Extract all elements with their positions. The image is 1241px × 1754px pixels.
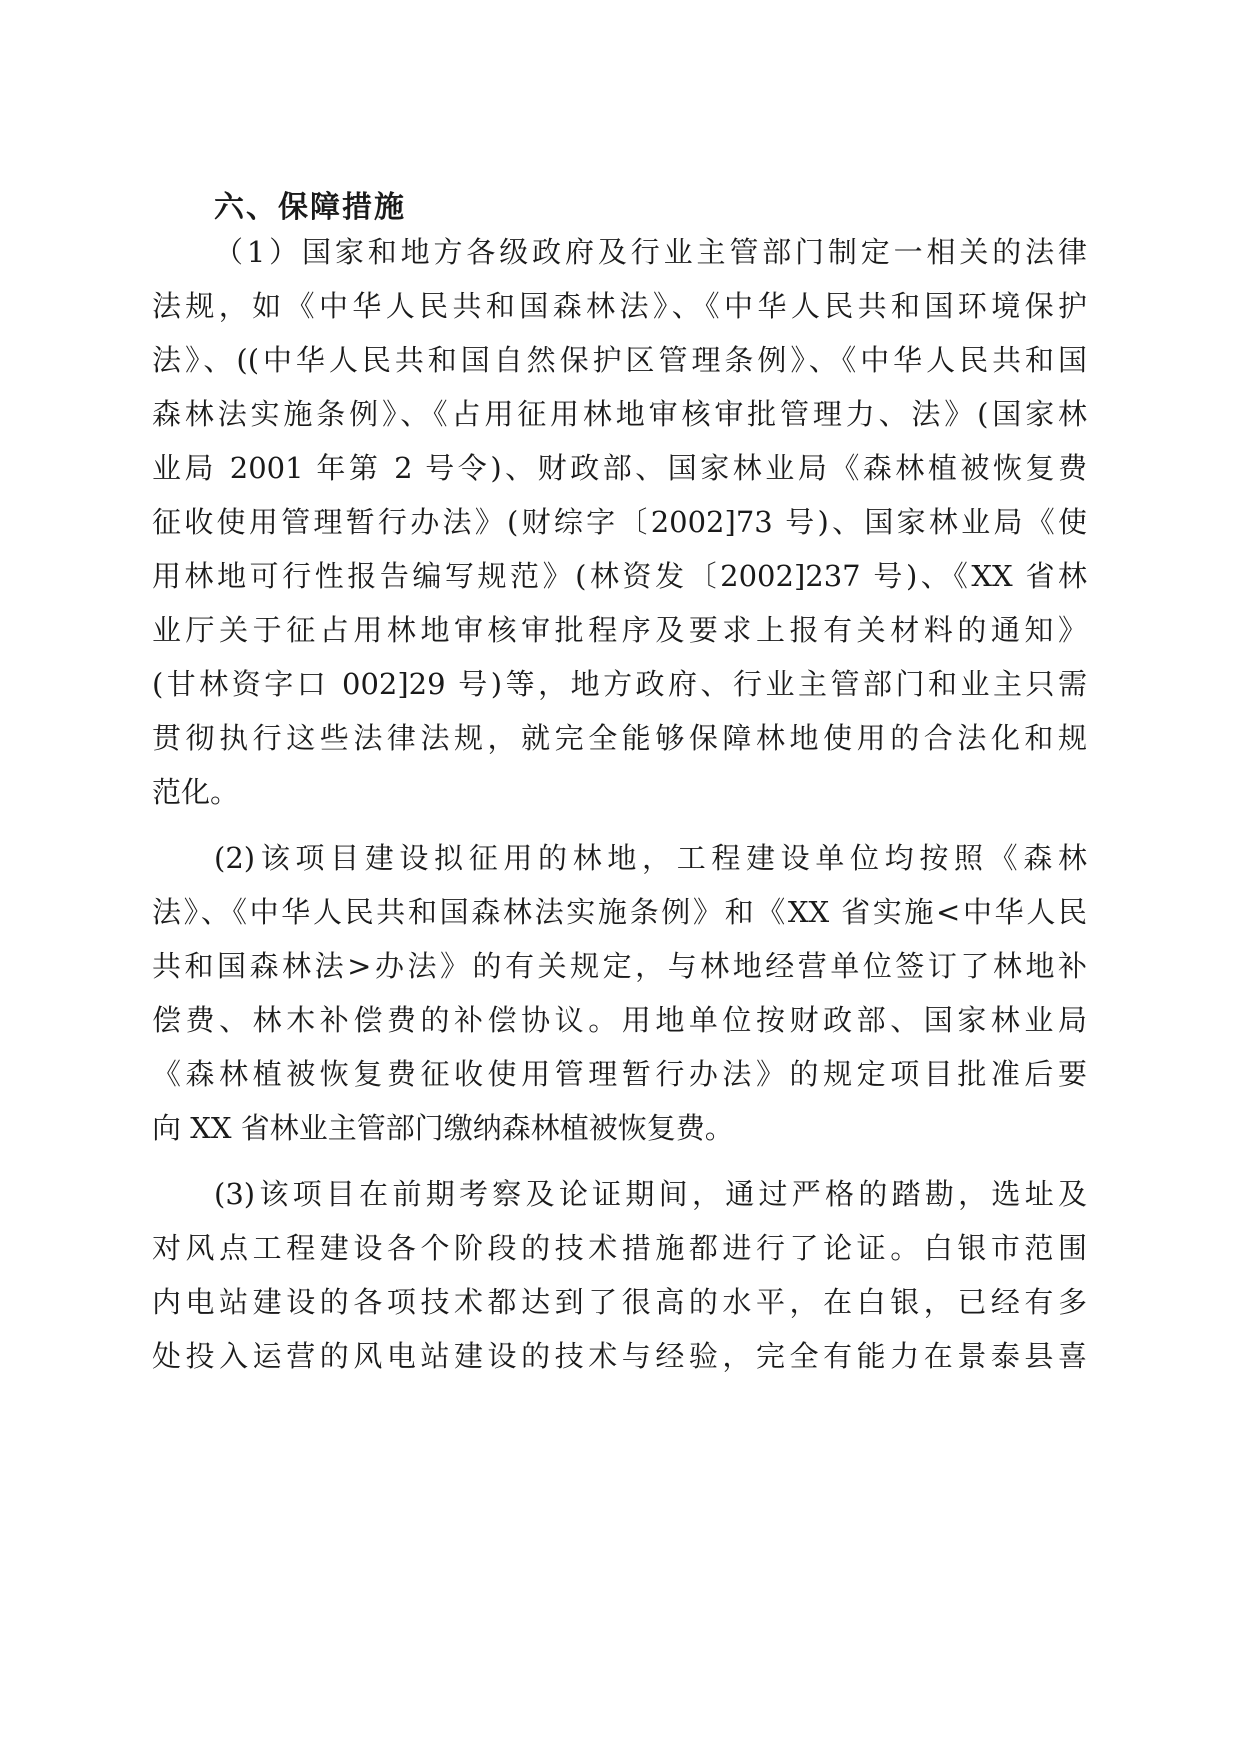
paragraph-line: 处投入运营的风电站建设的技术与经验，完全有能力在景泰县喜 xyxy=(152,1339,1087,1373)
paragraph-line: 共和国森林法>办法》的有关规定，与林地经营单位签订了林地补 xyxy=(152,949,1087,983)
paragraph-line: 业厅关于征占用林地审核审批程序及要求上报有关材料的通知》 xyxy=(152,613,1087,647)
paragraph-line: 贯彻执行这些法律法规，就完全能够保障林地使用的合法化和规 xyxy=(152,721,1087,755)
paragraph-line: (甘林资字口 002]29 号)等，地方政府、行业主管部门和业主只需 xyxy=(152,667,1087,701)
paragraph-line: 偿费、林木补偿费的补偿协议。用地单位按财政部、国家林业局 xyxy=(152,1003,1087,1037)
paragraph-line: 对风点工程建设各个阶段的技术措施都进行了论证。白银市范围 xyxy=(152,1231,1087,1265)
paragraph-line: （1）国家和地方各级政府及行业主管部门制定一相关的法律 xyxy=(214,235,1087,269)
section-heading: 六、保障措施 xyxy=(214,190,406,225)
paragraph-line: 业局 2001 年第 2 号令)、财政部、国家林业局《森林植被恢复费 xyxy=(152,451,1087,485)
paragraph-line: 范化。 xyxy=(152,775,240,809)
paragraph-line: (3)该项目在前期考察及论证期间，通过严格的踏勘，选址及 xyxy=(214,1177,1087,1211)
paragraph-line: 《森林植被恢复费征收使用管理暂行办法》的规定项目批准后要 xyxy=(152,1057,1087,1091)
paragraph-line: 用林地可行性报告编写规范》(林资发〔2002]237 号)、《XX 省林 xyxy=(152,559,1087,593)
paragraph-line: 征收使用管理暂行办法》(财综字〔2002]73 号)、国家林业局《使 xyxy=(152,505,1087,539)
paragraph-line: 森林法实施条例》、《占用征用林地审核审批管理力、法》(国家林 xyxy=(152,397,1087,431)
paragraph-line: 法》、《中华人民共和国森林法实施条例》和《XX 省实施<中华人民 xyxy=(152,895,1087,929)
paragraph-line: (2)该项目建设拟征用的林地，工程建设单位均按照《森林 xyxy=(214,841,1087,875)
paragraph-line: 向 XX 省林业主管部门缴纳森林植被恢复费。 xyxy=(152,1111,734,1145)
paragraph-line: 法规，如《中华人民共和国森林法》、《中华人民共和国环境保护 xyxy=(152,289,1087,323)
paragraph-line: 内电站建设的各项技术都达到了很高的水平，在白银，已经有多 xyxy=(152,1285,1087,1319)
paragraph-line: 法》、((中华人民共和国自然保护区管理条例》、《中华人民共和国 xyxy=(152,343,1087,377)
